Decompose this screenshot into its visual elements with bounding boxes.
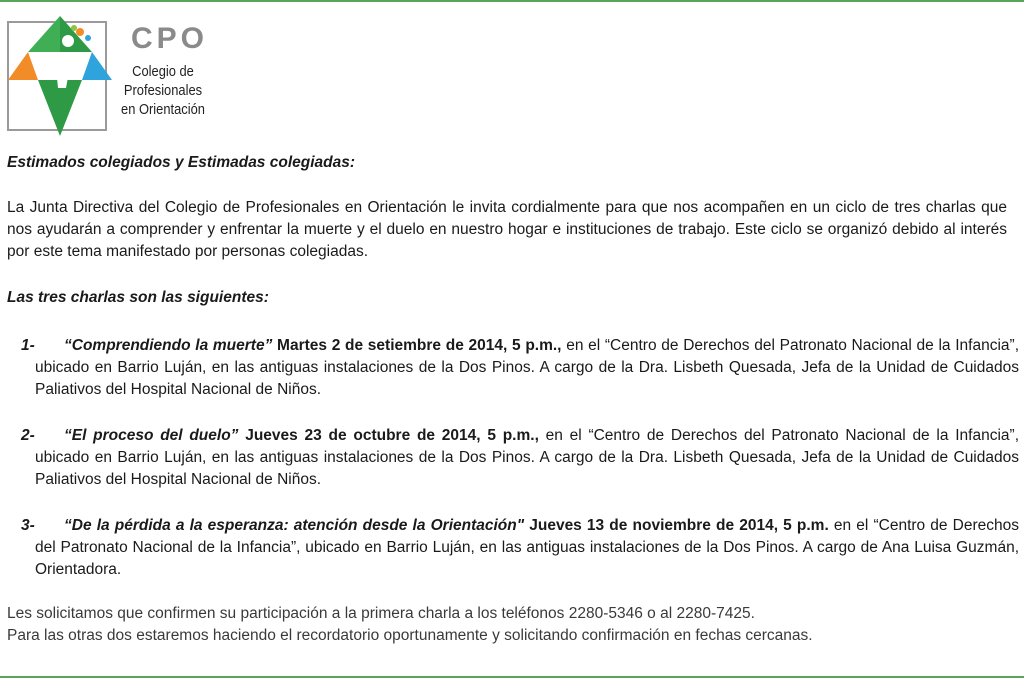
talk-title: “El proceso del duelo” xyxy=(64,427,239,444)
greeting: Estimados colegiados y Estimadas colegiadas: xyxy=(7,154,356,171)
reminder-note: Para las otras dos estaremos haciendo el recordatorio oportunamente y solicitando confirmación en fechas cercanas. xyxy=(7,627,813,644)
talk-title: “Comprendiendo la muerte” xyxy=(64,337,273,354)
talk-item xyxy=(21,335,1019,401)
closing-text xyxy=(7,603,813,647)
talk-item xyxy=(21,425,1019,491)
phone-number[interactable]: 2280-7425. xyxy=(676,605,755,622)
talks-heading: Las tres charlas son las siguientes: xyxy=(7,289,269,306)
talk-date: Jueves 23 de octubre de 2014, 5 p.m., xyxy=(245,427,539,444)
talk-number: 2- xyxy=(21,427,35,444)
talk-date: Jueves 13 de noviembre de 2014, 5 p.m. xyxy=(529,517,829,534)
brand-abbreviation: CPO xyxy=(131,22,209,55)
talk-title: “De la pérdida a la esperanza: atención desde la Orientación" xyxy=(64,517,525,534)
top-divider xyxy=(0,0,1024,2)
talk-number: 3- xyxy=(21,517,35,534)
phone-number[interactable]: 2280-5346 xyxy=(568,605,643,622)
intro-paragraph: La Junta Directiva del Colegio de Profesionales en Orientación le invita cordialmente para que nos acompañen en un ciclo de tres charlas que nos ayudarán a comprender y enfrentar la muerte y el duelo en nuestro hogar e instituciones de trabajo. Este ciclo se organizó debido al interés por este tema manifestado por personas colegiadas. xyxy=(7,199,1007,260)
talk-details: en el “Centro de Derechos del Patronato Nacional de la Infancia”, ubicado en Barrio Luján, en las antiguas instalaciones de la Dos Pinos. A cargo de Ana Luisa Guzmán, Orientadora. xyxy=(35,517,1020,578)
talk-item xyxy=(21,515,1019,581)
talk-date: Martes 2 de setiembre de 2014, 5 p.m., xyxy=(277,337,562,354)
talk-details: en el “Centro de Derechos del Patronato Nacional de la Infancia”, ubicado en Barrio Luján, en las antiguas instalaciones de la Dos Pinos. A cargo de la Dra. Lisbeth Quesada, Jefa de la Unidad de Cuidados Paliativos del Hospital Nacional de Niños. xyxy=(35,337,1020,398)
brand-name: Colegio de Profesionales en Orientación xyxy=(121,63,205,118)
cpo-logo-icon xyxy=(4,8,116,138)
bottom-divider xyxy=(0,676,1024,678)
talk-details: en el “Centro de Derechos del Patronato Nacional de la Infancia”, ubicado en Barrio Luján, en las antiguas instalaciones de la Dos Pinos. A cargo de la Dra. Lisbeth Quesada, Jefa de la Unidad de Cuidados Paliativos del Hospital Nacional de Niños. xyxy=(35,427,1020,488)
talk-number: 1- xyxy=(21,337,35,354)
confirmation-request: Les solicitamos que confirmen su participación a la primera charla a los teléfonos 2280-5346 o al 2280-7425. xyxy=(7,605,755,622)
